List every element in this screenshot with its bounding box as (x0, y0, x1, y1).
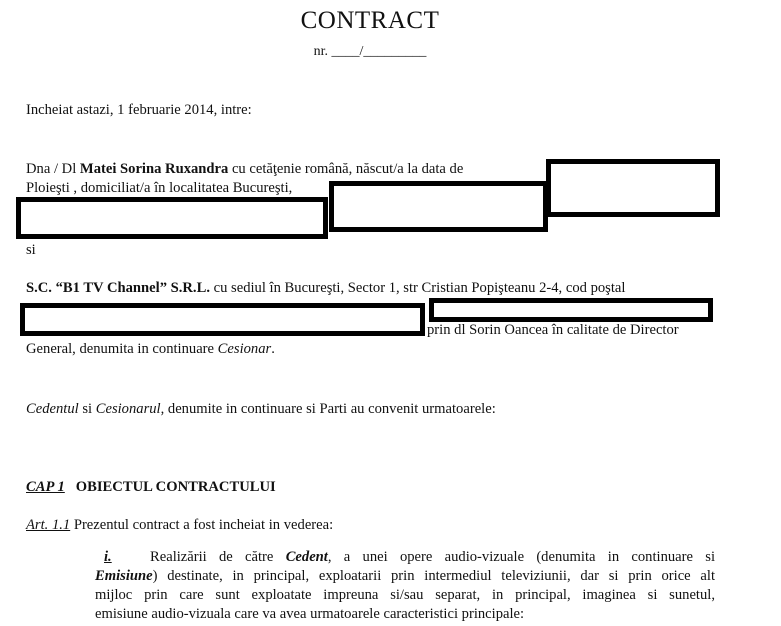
party2-name: S.C. “B1 TV Channel” S.R.L. (26, 280, 210, 296)
article-text: Prezentul contract a fost incheiat in vederea: (70, 517, 334, 533)
article-line (26, 517, 333, 534)
party1-prefix: Dna / Dl (26, 161, 80, 177)
item-line1: Realizării de către Cedent, a unei opere audio-vizuale (denumita in continuare si (150, 549, 715, 565)
item-line3: mijloc prin care sunt exploatate impreuna si/sau separat, in principal, imaginea si sunetul, (95, 587, 715, 603)
chapter-heading (26, 479, 276, 496)
chapter-title: OBIECTUL CONTRACTULUI (75, 479, 276, 495)
emisiune-term: Emisiune (95, 568, 153, 584)
party2-role: Cesionar (217, 341, 272, 357)
party1-line2: Ploieşti , domiciliat/a în localitatea Bucureşti, (26, 180, 293, 196)
redaction-box (546, 159, 720, 217)
cesionar-term: Cesionarul (95, 401, 161, 417)
party2-line1 (26, 280, 625, 297)
item-line2: Emisiune) destinate, in principal, exploatarii prin intermediul televiziunii, dar si prin orice alt (95, 568, 715, 584)
party1-line1 (26, 161, 463, 178)
and-word: si (26, 242, 36, 258)
party2-rest: cu sediul în Bucureşti, Sector 1, str Cristian Popişteanu 2-4, cod poştal (209, 280, 626, 296)
party2-line3 (26, 341, 275, 358)
item-marker: i. (104, 549, 112, 565)
article-number: Art. 1.1 (26, 517, 71, 533)
parties-si: si (78, 401, 96, 417)
party2-line2: prin dl Sorin Oancea în calitate de Director (427, 322, 679, 338)
parties-sentence (26, 401, 496, 418)
redaction-box (16, 197, 328, 239)
party2-line3-prefix: General, denumita in continuare (26, 341, 218, 357)
chapter-number: CAP 1 (26, 479, 65, 495)
party1-name: Matei Sorina Ruxandra (79, 161, 229, 177)
party2-line3-suffix: . (271, 341, 275, 357)
contract-title: CONTRACT (300, 7, 440, 34)
item-line4: emisiune audio-vizuala care va avea urmatoarele caracteristici principale: (95, 606, 525, 622)
party1-rest: cu cetăţenie română, născut/a la data de (228, 161, 464, 177)
contract-number-line: nr. ____/_________ (313, 44, 427, 59)
parties-rest: , denumite in continuare si Parti au convenit urmatoarele: (160, 401, 496, 417)
intro-line: Incheiat astazi, 1 februarie 2014, intre: (26, 102, 252, 118)
cedent-term: Cedent (285, 549, 328, 565)
redaction-box (429, 298, 713, 322)
cedent-term: Cedentul (26, 401, 79, 417)
redaction-box (20, 303, 425, 336)
redaction-box (329, 181, 548, 232)
